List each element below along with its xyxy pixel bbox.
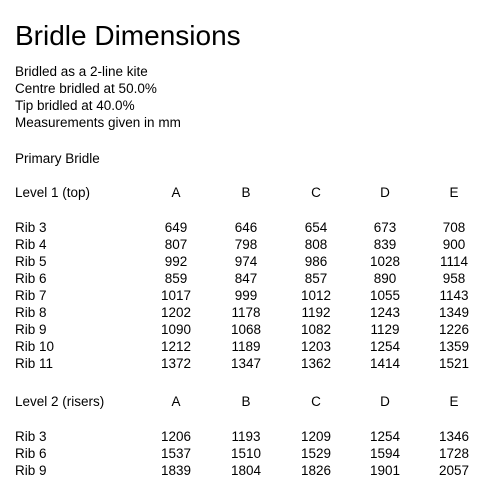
rib-label: Rib 3 [15, 429, 47, 444]
table-cell: 654 [304, 220, 328, 235]
rib-label: Rib 9 [15, 463, 47, 478]
table-cell: 1226 [438, 322, 470, 337]
table-cell: 992 [164, 254, 188, 269]
table-cell: 839 [373, 237, 397, 252]
rib-label: Rib 6 [15, 271, 47, 286]
rib-label: Rib 10 [15, 339, 55, 354]
table-cell: 999 [234, 288, 258, 303]
table-cell: 1055 [369, 288, 401, 303]
info-line-tip-bridle: Tip bridled at 40.0% [15, 98, 135, 113]
table-cell: 1243 [369, 305, 401, 320]
table-row [0, 219, 491, 236]
table-cell: 1728 [438, 446, 470, 461]
table-cell: 1212 [160, 339, 192, 354]
page-title: Bridle Dimensions [15, 20, 241, 51]
table-cell: 890 [373, 271, 397, 286]
table-cell: 900 [442, 237, 466, 252]
table-cell: 958 [442, 271, 466, 286]
table-row [0, 321, 491, 338]
table-cell: 1349 [438, 305, 470, 320]
table-cell: 1346 [438, 429, 470, 444]
table-cell: 847 [234, 271, 258, 286]
table-cell: 986 [304, 254, 328, 269]
rib-label: Rib 3 [15, 220, 47, 235]
table-cell: 1594 [369, 446, 401, 461]
level2-col-header: B [241, 394, 251, 409]
info-line-line-type: Bridled as a 2-line kite [15, 64, 148, 79]
table-cell: 1192 [301, 305, 331, 320]
table-cell: 1203 [300, 339, 332, 354]
table-cell: 1012 [300, 288, 332, 303]
table-cell: 808 [304, 237, 328, 252]
level2-label: Level 2 (risers) [15, 394, 105, 409]
rib-label: Rib 5 [15, 254, 47, 269]
section-title-primary-bridle: Primary Bridle [15, 151, 100, 166]
table-cell: 857 [304, 271, 328, 286]
rib-label: Rib 11 [15, 356, 54, 371]
table-cell: 708 [442, 220, 466, 235]
table-cell: 1347 [230, 356, 262, 371]
kite-info [15, 63, 181, 131]
table-cell: 1090 [160, 322, 192, 337]
table-cell: 1359 [438, 339, 470, 354]
rib-label: Rib 4 [15, 237, 47, 252]
level1-label: Level 1 (top) [15, 185, 91, 200]
table-cell: 1510 [230, 446, 262, 461]
table-cell: 1028 [369, 254, 401, 269]
level2-col-header: D [380, 394, 390, 409]
table-cell: 1254 [369, 339, 401, 354]
table-cell: 1254 [369, 429, 401, 444]
table-cell: 807 [164, 237, 188, 252]
table-cell: 1202 [160, 305, 192, 320]
table-cell: 1804 [230, 463, 262, 478]
table-cell: 1068 [230, 322, 262, 337]
table-cell: 646 [234, 220, 258, 235]
level2-col-header: E [449, 394, 459, 409]
table-row [0, 338, 491, 355]
rib-label: Rib 6 [15, 446, 47, 461]
table-row [0, 253, 491, 270]
table-cell: 1017 [160, 288, 192, 303]
table-cell: 1372 [160, 356, 192, 371]
table-row [0, 270, 491, 287]
info-line-centre-bridle: Centre bridled at 50.0% [15, 81, 157, 96]
table-row [0, 287, 491, 304]
table-cell: 1143 [439, 288, 469, 303]
level1-col-header: C [311, 185, 321, 200]
level1-header-row [0, 184, 491, 201]
table-cell: 974 [234, 254, 258, 269]
info-line-units: Measurements given in mm [15, 115, 181, 130]
level1-col-header: B [241, 185, 251, 200]
table-row [0, 462, 491, 479]
table-cell: 1901 [369, 463, 401, 478]
level2-col-header: C [311, 394, 321, 409]
table-cell: 1521 [438, 356, 470, 371]
level1-col-header: D [380, 185, 390, 200]
table-cell: 1839 [160, 463, 192, 478]
level2-col-header: A [171, 394, 181, 409]
level2-header-row [0, 393, 491, 410]
table-cell: 798 [234, 237, 258, 252]
table-cell: 1114 [439, 254, 469, 269]
table-cell: 1209 [300, 429, 332, 444]
rib-label: Rib 9 [15, 322, 47, 337]
table-cell: 2057 [438, 463, 470, 478]
table-row [0, 304, 491, 321]
table-cell: 1537 [160, 446, 192, 461]
table-row [0, 445, 491, 462]
rib-label: Rib 7 [15, 288, 47, 303]
table-row [0, 236, 491, 253]
table-cell: 1082 [300, 322, 332, 337]
level1-col-header: E [449, 185, 459, 200]
table-cell: 673 [373, 220, 397, 235]
table-cell: 1529 [300, 446, 332, 461]
table-row [0, 428, 491, 445]
table-cell: 859 [164, 271, 188, 286]
table-cell: 649 [164, 220, 188, 235]
table-cell: 1193 [231, 429, 261, 444]
table-row [0, 355, 491, 372]
table-cell: 1129 [370, 322, 400, 337]
rib-label: Rib 8 [15, 305, 47, 320]
table-cell: 1178 [231, 305, 261, 320]
table-cell: 1206 [160, 429, 192, 444]
table-cell: 1826 [300, 463, 332, 478]
table-cell: 1362 [300, 356, 332, 371]
table-cell: 1189 [231, 339, 261, 354]
level1-col-header: A [171, 185, 181, 200]
table-cell: 1414 [369, 356, 401, 371]
